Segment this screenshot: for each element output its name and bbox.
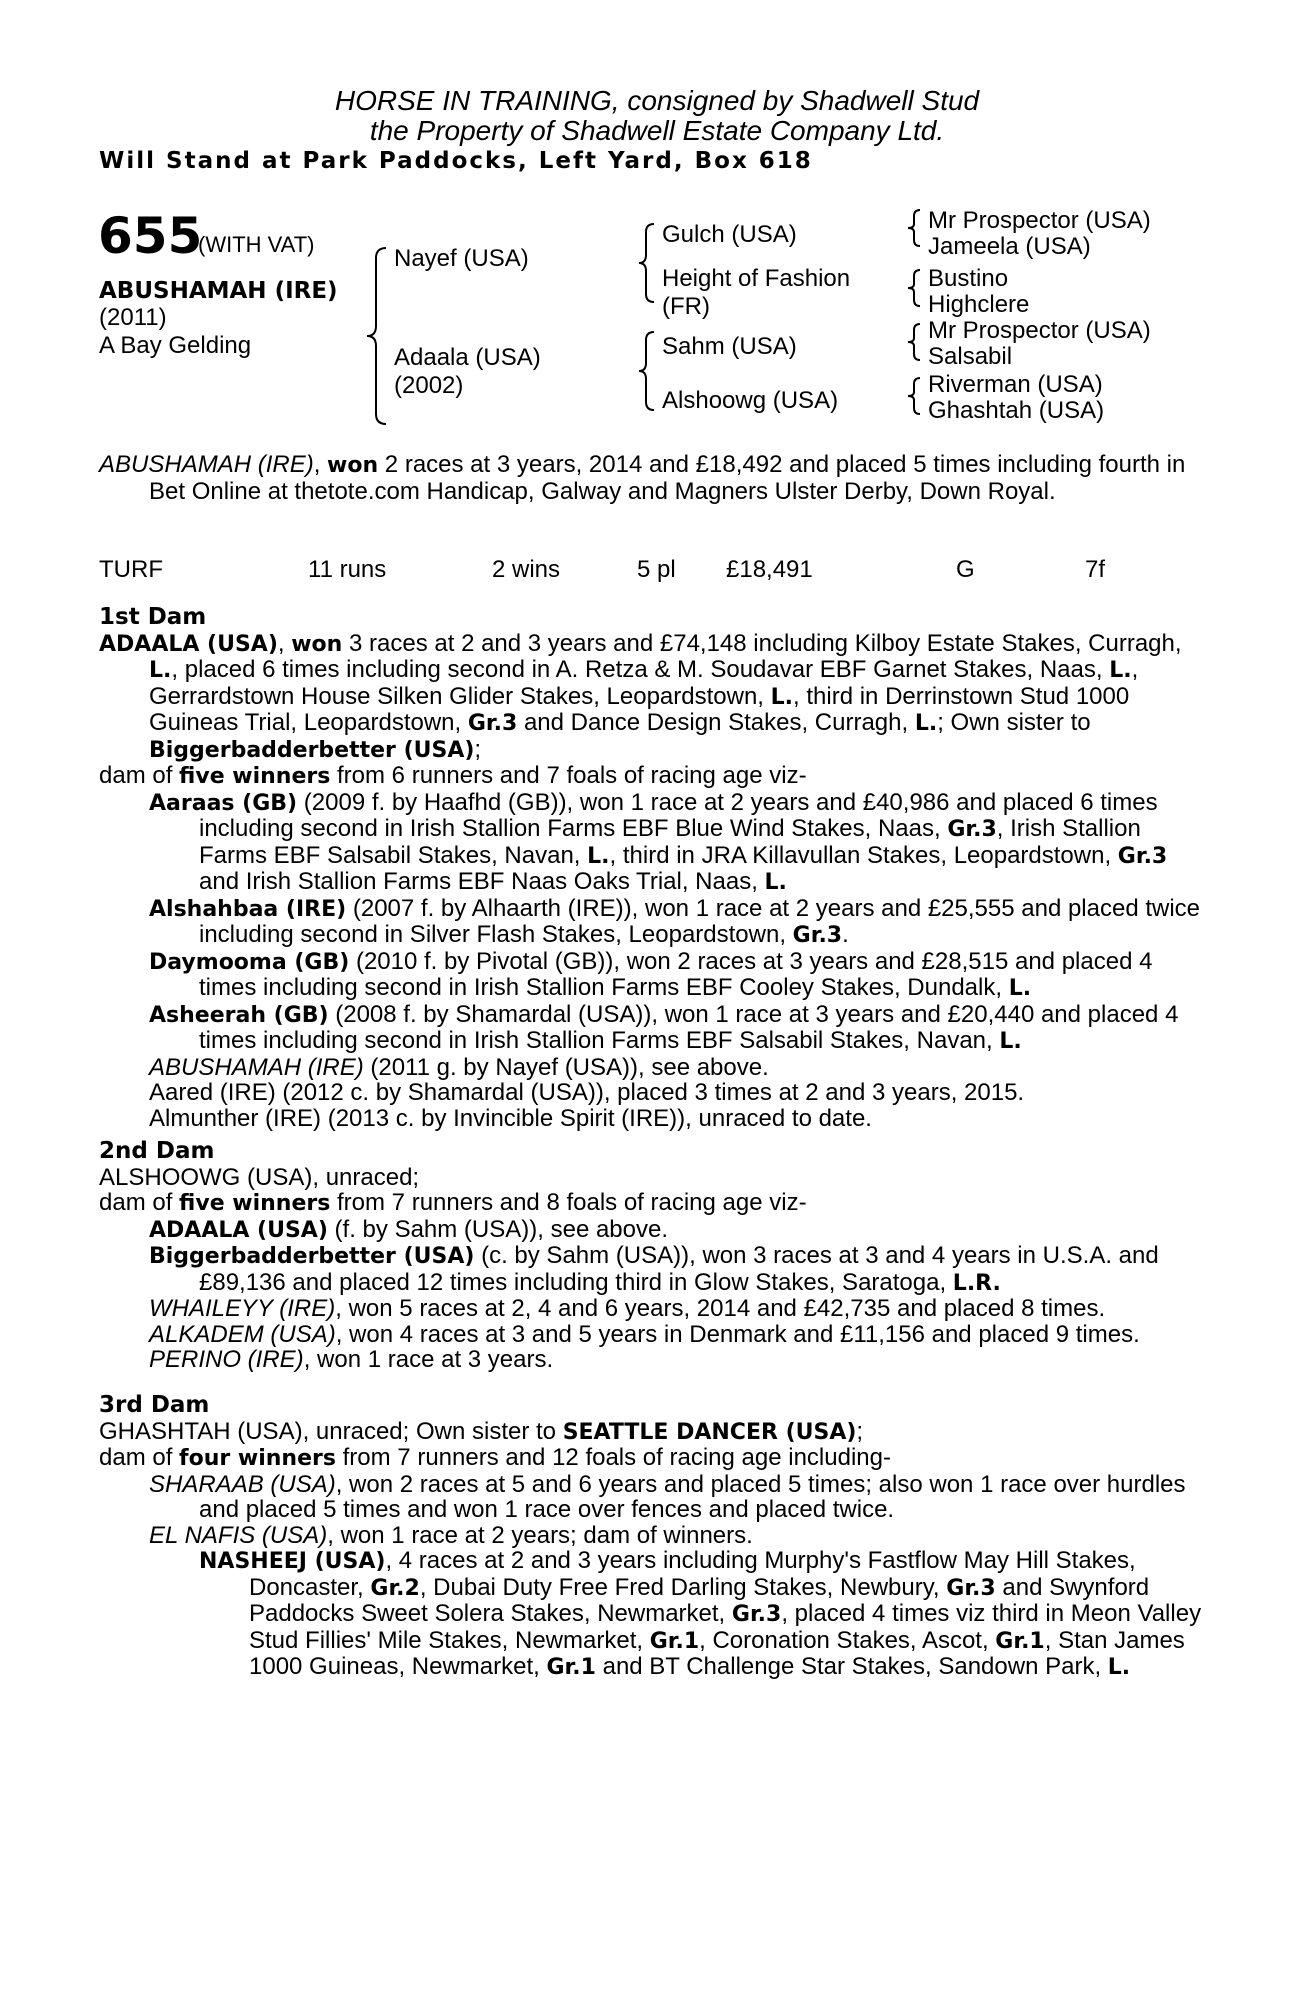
- progeny-text: (f. by Sahm (USA)), see above.: [327, 1215, 669, 1243]
- sire-name: Nayef (USA): [394, 245, 529, 272]
- ggp-7: Riverman (USA): [928, 371, 1103, 398]
- stand-location: Will Stand at Park Paddocks, Left Yard, Box 618: [99, 148, 813, 174]
- pedigree-brace-ggp1: [906, 208, 922, 248]
- progeny-text: , 4 races at 2 and 3 years including Murphy's Fastflow May Hill Stakes, Doncaster,: [249, 1547, 1136, 1601]
- first-dam-text-1: 3 races at 2 and 3 years and £74,148 including Kilboy Estate Stakes, Curragh,: [342, 629, 1182, 657]
- progeny-el-nafis: [99, 1523, 1205, 1549]
- first-dam-text-6: ; Own sister to: [937, 709, 1091, 736]
- listed-tag: L.: [770, 684, 794, 710]
- progeny-aared: Aared (IRE) (2012 c. by Shamardal (USA)), placed 3 times at 2 and 3 years, 2015.: [149, 1079, 1025, 1106]
- turf-going: G: [956, 556, 975, 583]
- progeny-biggerbadderbetter: [99, 1243, 1205, 1296]
- group-tag: Gr.3: [947, 817, 997, 842]
- progeny-text: , Coronation Stakes, Ascot,: [699, 1626, 996, 1654]
- listed-tag: L.: [999, 1029, 1022, 1054]
- first-dam-section: 1st Dam ADAALA (USA), won 3 races at 2 and 3 years and £74,148 including Kilboy Estate Stakes, Curragh, L., placed 6 times including second in A. Retza & M. Soudavar EBF Garnet Stakes, Naas, L., Gerrardstown House Silken Glider Stakes, Leopardstown, L., third in Derrinstown Stud 1000 Guineas Trial, Leopardstown, Gr.3 and Dance Design Stakes, Curragh, L.; Own sister to Biggerbadderbetter (USA); dam of five winners from 6 runners and 7 foals of racing age viz- Aaraas (GB) (2009 f. by Haafhd (GB)), won 1 race at 2 years and £40,986 and placed 6 times including second in Irish Stallion Farms EBF Blue Wind Stakes, Naas, Gr.3, Irish Stallion Farms EBF Salsabil Stakes, Navan, L., third in JRA Killavullan Stakes, Leopardstown, Gr.3 and Irish Stallion Farms EBF Naas Oaks Trial, Naas, L. Alshahbaa (IRE) (2007 f. by Alhaarth (IRE)), won 1 race at 2 years and £25,555 and placed twice including second in Silver Flash Stakes, Leopardstown, Gr.3. Daymooma (GB) (2010 f. by Pivotal (GB)), won 2 races at 3 years and £28,515 and placed 4 times including second in Irish Stallion Farms EBF Cooley Stakes, Dundalk, L. Asheerah (GB) (2008 f. by Shamardal (USA)), won 1 race at 3 years and £20,440 and placed 4 times including second in Irish Stallion Farms EBF Salsabil Stakes, Navan, L. ABUSHAMAH (IRE) (2011 g. by Nayef (USA)), see above. Aared (IRE) (2012 c. by Shamardal (USA)), placed 3 times at 2 and 3 years, 2015. Almunther (IRE) (2013 c. by Invincible Spirit (IRE)), unraced to date.: [99, 605, 1205, 1131]
- progeny-text: and BT Challenge Star Stakes, Sandown Park,: [595, 1653, 1108, 1680]
- progeny-text: , Dubai Duty Free Fred Darling Stakes, Newbury,: [419, 1573, 947, 1601]
- horse-name: ABUSHAMAH (IRE): [99, 278, 338, 304]
- first-dam-text-2: , placed 6 times including second in A. Retza & M. Soudavar EBF Garnet Stakes, Naas,: [171, 656, 1110, 683]
- progeny-text: , won 1 race at 2 years; dam of winners.: [327, 1521, 753, 1549]
- summary-text: 2 races at 3 years, 2014 and £18,492 and placed 5 times including fourth in Bet Online at thetote.com Handicap, Galway and Magners Ulster Derby, Down Royal.: [149, 451, 1186, 505]
- progeny-name: ALKADEM (USA): [149, 1320, 336, 1348]
- summary-horse-name: ABUSHAMAH (IRE): [99, 451, 314, 478]
- group-tag: Gr.1: [995, 1628, 1045, 1654]
- second-dam-heading: 2nd Dam: [99, 1138, 215, 1164]
- group-tag: Gr.3: [946, 1575, 996, 1601]
- dam-of-label: dam of: [99, 762, 180, 789]
- progeny-text: , third in JRA Killavullan Stakes, Leopardstown,: [609, 841, 1118, 869]
- lot-number: 655: [98, 207, 203, 265]
- winners-count: four winners: [179, 1446, 336, 1471]
- progeny-almunther: Almunther (IRE) (2013 c. by Invincible Spirit (IRE)), unraced to date.: [149, 1104, 872, 1132]
- third-dam-line: GHASHTAH (USA), unraced; Own sister to: [99, 1417, 563, 1445]
- group-tag: Gr.3: [792, 923, 843, 948]
- progeny-whaileyy: [99, 1296, 1205, 1322]
- ggp-4: Highclere: [928, 291, 1030, 318]
- third-dam-section: [99, 1393, 1205, 1681]
- group-tag: Gr.3: [731, 1602, 782, 1627]
- progeny-text: (2009 f. by Haafhd (GB)), won 1 race at 2 years and £40,986 and placed 6 times including second in Irish Stallion Farms EBF Blue Wind Stakes, Naas,: [199, 788, 1158, 842]
- progeny-name: Aaraas (GB): [149, 790, 298, 816]
- listed-tag: L.: [764, 870, 787, 895]
- group-tag: Gr.3: [1117, 843, 1168, 869]
- listed-tag: L.: [1008, 976, 1032, 1001]
- summary-won: won: [327, 453, 379, 478]
- consignor-line: HORSE IN TRAINING, consigned by Shadwell Stud: [334, 85, 980, 116]
- ggp-2: Jameela (USA): [928, 233, 1091, 260]
- pedigree-brace-main: [364, 246, 388, 426]
- group-tag: Gr.1: [649, 1628, 700, 1654]
- turf-earnings: £18,491: [726, 556, 813, 583]
- sire-dam: Height of Fashion: [662, 265, 851, 292]
- progeny-name: Alshahbaa (IRE): [149, 896, 347, 922]
- progeny-text: , won 1 race at 3 years.: [303, 1346, 554, 1373]
- listed-tag: L.: [1109, 658, 1132, 683]
- progeny-daymooma: [99, 949, 1205, 1002]
- progeny-text: , Irish Stallion Farms EBF Salsabil Stakes, Navan,: [199, 815, 1141, 869]
- progeny-name: Biggerbadderbetter (USA): [149, 1244, 475, 1269]
- progeny-text: , won 4 races at 3 and 5 years in Denmark and £11,156 and placed 9 times.: [335, 1320, 1140, 1348]
- horse-year: (2011): [99, 304, 167, 331]
- vat-label: (WITH VAT): [198, 232, 315, 257]
- runners-text: from 7 runners and 12 foals of racing age including-: [335, 1444, 891, 1471]
- first-dam-name: ADAALA (USA): [99, 631, 278, 657]
- winners-count: five winners: [179, 764, 331, 789]
- first-dam-text-4: , third in Derrinstown Stud 1000 Guineas Trial, Leopardstown,: [149, 682, 1130, 736]
- group-tag: Gr.2: [370, 1575, 420, 1601]
- first-dam-text-3: , Gerrardstown House Silken Glider Stakes, Leopardstown,: [149, 656, 1139, 710]
- progeny-name: NASHEEJ (USA): [199, 1549, 386, 1574]
- progeny-name: ADAALA (USA): [149, 1217, 328, 1243]
- pedigree-brace-ggp3: [906, 322, 922, 362]
- horse-description: A Bay Gelding: [99, 332, 252, 359]
- progeny-alkadem: [99, 1322, 1205, 1348]
- runners-text: from 6 runners and 7 foals of racing age viz-: [330, 762, 807, 789]
- progeny-text: , placed 4 times viz third in Meon Valley Stud Fillies' Mile Stakes, Newmarket,: [249, 1600, 1202, 1654]
- progeny-text: (2008 f. by Shamardal (USA)), won 1 race at 3 years and £20,440 and placed 4 times including second in Irish Stallion Farms EBF Salsabil Stakes, Navan,: [199, 1000, 1179, 1054]
- dam-year: (2002): [394, 372, 464, 399]
- progeny-name: Asheerah (GB): [149, 1002, 329, 1028]
- progeny-text: and Irish Stallion Farms EBF Naas Oaks Trial, Naas,: [199, 868, 765, 895]
- turf-distance: 7f: [1085, 556, 1106, 583]
- progeny-text: and Swynford Paddocks Sweet Solera Stakes, Newmarket,: [249, 1573, 1150, 1627]
- progeny-adaala: [99, 1217, 1205, 1244]
- progeny-aaraas: [99, 790, 1205, 896]
- progeny-perino: [99, 1347, 1205, 1373]
- turf-wins: 2 wins: [492, 556, 561, 583]
- turf-runs: 11 runs: [308, 556, 387, 583]
- sire-dam-country: (FR): [662, 293, 710, 320]
- third-dam-heading: 3rd Dam: [99, 1392, 210, 1418]
- pedigree-brace-ggp2: [906, 268, 922, 308]
- first-dam-text-5: and Dance Design Stakes, Curragh,: [517, 709, 915, 736]
- progeny-text: .: [842, 921, 849, 948]
- second-dam-section: [99, 1139, 1205, 1373]
- first-dam-heading: 1st Dam: [99, 604, 207, 630]
- first-dam-won: won: [291, 631, 343, 657]
- progeny-text: (2010 f. by Pivotal (GB)), won 2 races at 3 years and £28,515 and placed 4 times including second in Irish Stallion Farms EBF Cooley Stakes, Dundalk,: [199, 947, 1153, 1001]
- ggp-5: Mr Prospector (USA): [928, 317, 1151, 344]
- progeny-text: , won 5 races at 2, 4 and 6 years, 2014 and £42,735 and placed 8 times.: [335, 1295, 1106, 1322]
- pedigree-brace-ggp4: [906, 376, 922, 416]
- progeny-asheerah: [99, 1002, 1205, 1055]
- turf-label: TURF: [99, 556, 163, 583]
- own-sister-name: SEATTLE DANCER (USA): [562, 1419, 857, 1445]
- own-sister-name: Biggerbadderbetter (USA): [149, 737, 475, 763]
- progeny-text: , won 2 races at 5 and 6 years and placed 5 times; also won 1 race over hurdles and placed 5 times and won 1 race over fences and placed twice.: [199, 1470, 1186, 1523]
- progeny-sharaab: [99, 1472, 1205, 1523]
- listed-tag: L.: [914, 711, 938, 736]
- dam-of-label: dam of: [99, 1189, 180, 1216]
- property-line: the Property of Shadwell Estate Company Ltd.: [369, 115, 945, 146]
- pedigree-brace-sire: [636, 222, 656, 304]
- progeny-name: EL NAFIS (USA): [149, 1521, 328, 1549]
- progeny-abushamah: [99, 1055, 1205, 1081]
- dam-name: Adaala (USA): [394, 344, 541, 371]
- punctuation: ;: [474, 735, 482, 763]
- runners-text: from 7 runners and 8 foals of racing age viz-: [330, 1189, 807, 1216]
- progeny-name: SHARAAB (USA): [149, 1470, 336, 1498]
- listed-tag: L.: [149, 658, 172, 683]
- group-tag: Gr.3: [467, 711, 518, 736]
- dam-sire: Sahm (USA): [662, 333, 797, 360]
- ggp-1: Mr Prospector (USA): [928, 207, 1151, 234]
- sire-sire: Gulch (USA): [662, 221, 797, 248]
- turf-placed: 5 pl: [637, 556, 676, 583]
- progeny-alshahbaa: [99, 896, 1205, 949]
- race-summary: ABUSHAMAH (IRE), won 2 races at 3 years, 2014 and £18,492 and placed 5 times including fourth in Bet Online at thetote.com Handicap, Galway and Magners Ulster Derby, Down Royal.: [99, 451, 1186, 505]
- progeny-name: Daymooma (GB): [149, 949, 350, 975]
- ggp-8: Ghashtah (USA): [928, 397, 1105, 424]
- dam-of-label: dam of: [99, 1444, 180, 1471]
- listed-tag: L.: [587, 843, 610, 869]
- group-tag: Gr.1: [546, 1655, 596, 1680]
- progeny-name: WHAILEYY (IRE): [149, 1295, 336, 1322]
- listed-tag: L.: [1107, 1655, 1131, 1680]
- progeny-name: ABUSHAMAH (IRE): [149, 1053, 364, 1081]
- progeny-text: (2007 f. by Alhaarth (IRE)), won 1 race at 2 years and £25,555 and placed twice including second in Silver Flash Stakes, Leopardstown,: [199, 894, 1201, 948]
- second-dam-line: ALSHOOWG (USA), unraced;: [99, 1163, 420, 1191]
- pedigree-brace-dam: [636, 330, 656, 412]
- ggp-6: Salsabil: [928, 343, 1013, 370]
- dam-dam: Alshoowg (USA): [662, 387, 839, 414]
- progeny-text: (c. by Sahm (USA)), won 3 races at 3 and 4 years in U.S.A. and £89,136 and placed 12 times including third in Glow Stakes, Saratoga,: [199, 1242, 1159, 1296]
- winners-count: five winners: [179, 1191, 331, 1216]
- ggp-3: Bustino: [928, 265, 1009, 292]
- listed-tag: L.R.: [952, 1270, 1001, 1296]
- progeny-name: PERINO (IRE): [149, 1346, 304, 1373]
- punctuation: ;: [856, 1417, 864, 1445]
- progeny-nasheej: [99, 1548, 1205, 1681]
- progeny-text: , Stan James 1000 Guineas, Newmarket,: [249, 1626, 1185, 1680]
- progeny-text: (2011 g. by Nayef (USA)), see above.: [363, 1053, 769, 1081]
